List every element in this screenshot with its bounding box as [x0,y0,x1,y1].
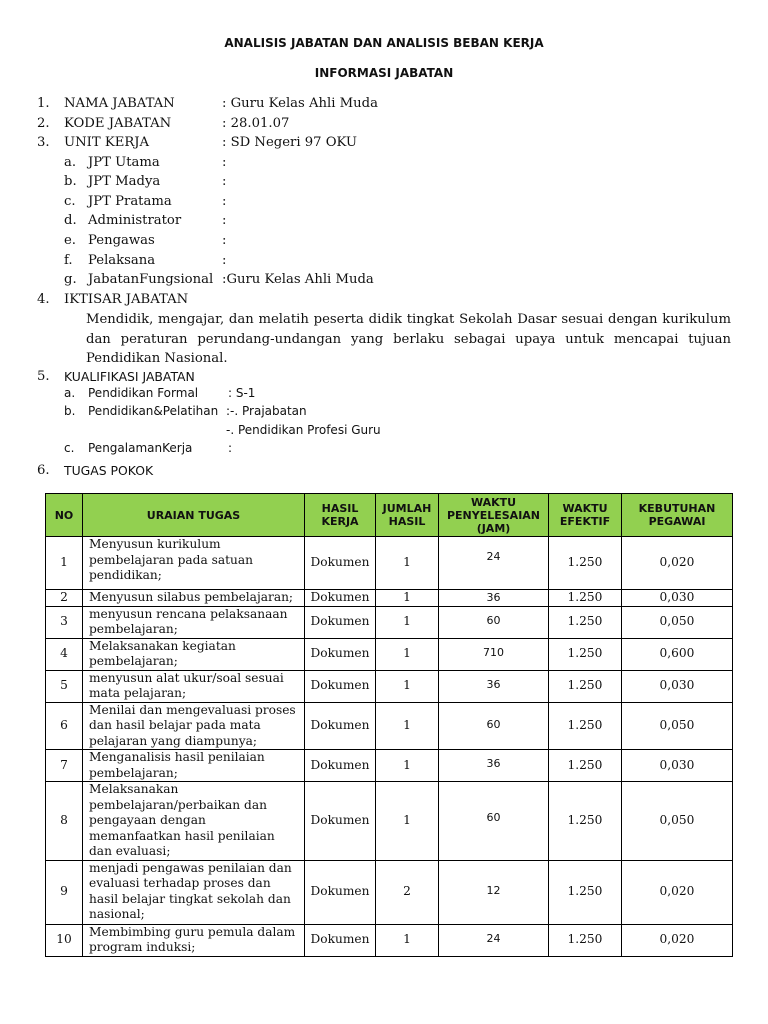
cell-kebutuhan: 0,050 [622,782,733,861]
cell-jumlah: 2 [376,860,439,924]
cell-uraian: Menganalisis hasil penilaian pembelajaran; [83,750,305,782]
cell-kebutuhan: 0,050 [622,702,733,750]
cell-efektif: 1.250 [549,782,622,861]
item-label: NAMA JABATAN [64,96,175,111]
sub-number: a. [64,386,76,400]
sub-label: Administrator [88,213,182,228]
cell-kebutuhan: 0,030 [622,670,733,702]
cell-jumlah: 1 [376,670,439,702]
unit-sub-jabatan-fungsional [0,270,768,290]
item-number: 4. [37,292,50,307]
sub-value: :Guru Kelas Ahli Muda [222,272,374,287]
table-row [46,537,733,590]
cell-hasil: Dokumen [305,638,376,670]
document-subtitle: INFORMASI JABATAN [314,66,454,80]
kualifikasi-pendidikan-formal [0,384,768,402]
table-row [46,750,733,782]
sub-label: PengalamanKerja [88,441,193,455]
cell-jumlah: 1 [376,590,439,607]
cell-uraian: Menyusun kurikulum pembelajaran pada satuan pendidikan; [83,537,305,590]
cell-hasil: Dokumen [305,782,376,861]
item-nama-jabatan [0,94,768,114]
table-row [46,638,733,670]
sub-value: : [222,213,227,228]
cell-jumlah: 1 [376,638,439,670]
header-jumlah: JUMLAH HASIL [376,494,439,537]
sub-value: : [222,253,227,268]
cell-no: 8 [46,782,83,861]
header-waktu-penyelesaian: WAKTU PENYELESAIAN (JAM) [439,494,549,537]
cell-kebutuhan: 0,020 [622,924,733,956]
cell-jumlah: 1 [376,750,439,782]
cell-uraian: Membimbing guru pemula dalam program induksi; [83,924,305,956]
cell-kebutuhan: 0,600 [622,638,733,670]
cell-jumlah: 1 [376,782,439,861]
cell-jumlah: 1 [376,702,439,750]
item-label: UNIT KERJA [64,135,150,150]
cell-jam: 60 [439,606,549,638]
table-row [46,924,733,956]
sub-label: JPT Madya [88,174,161,189]
sub-value: : [222,155,227,170]
cell-no: 5 [46,670,83,702]
sub-label: JPT Utama [88,155,160,170]
cell-jam: 710 [439,638,549,670]
cell-efektif: 1.250 [549,590,622,607]
iktisar-text: Mendidik, mengajar, dan melatih peserta didik tingkat Sekolah Dasar sesuai dengan kurikulum dan peraturan perundang-undangan yang berlaku sebagai upaya untuk mencapai tujuan Pendidikan Nasional. [86,312,731,367]
sub-value: -. Pendidikan Profesi Guru [226,423,381,437]
cell-uraian: Melaksanakan pembelajaran/perbaikan dan pengayaan dengan memanfaatkan hasil penilaian dan evaluasi; [83,782,305,861]
sub-number: a. [64,155,77,170]
cell-jam: 60 [439,702,549,750]
cell-hasil: Dokumen [305,702,376,750]
unit-sub-pelaksana [0,251,768,271]
item-number: 5. [37,369,50,384]
sub-value: : S-1 [228,386,256,400]
sub-number: e. [64,233,76,248]
cell-hasil: Dokumen [305,590,376,607]
cell-efektif: 1.250 [549,860,622,924]
header-hasil: HASIL KERJA [305,494,376,537]
cell-efektif: 1.250 [549,702,622,750]
cell-kebutuhan: 0,050 [622,606,733,638]
cell-hasil: Dokumen [305,750,376,782]
table-row [46,606,733,638]
kualifikasi-pendidikan-pelatihan [0,402,768,420]
table-row [46,670,733,702]
cell-jam: 24 [439,537,549,590]
sub-number: b. [64,174,77,189]
item-value: : SD Negeri 97 OKU [222,135,358,150]
table-header-row [46,494,733,537]
unit-sub-pengawas [0,231,768,251]
cell-jam: 36 [439,670,549,702]
sub-label: Pendidikan Formal [88,386,199,400]
cell-hasil: Dokumen [305,537,376,590]
cell-jumlah: 1 [376,924,439,956]
item-label: IKTISAR JABATAN [64,292,189,307]
cell-efektif: 1.250 [549,924,622,956]
unit-sub-jpt-pratama [0,192,768,212]
cell-jam: 36 [439,750,549,782]
sub-label: Pendidikan&Pelatihan [88,404,219,418]
sub-label: Pelaksana [88,253,156,268]
item-kode-jabatan [0,114,768,134]
cell-jam: 24 [439,924,549,956]
cell-jumlah: 1 [376,537,439,590]
item-label: KUALIFIKASI JABATAN [64,369,195,384]
sub-number: g. [64,272,77,287]
cell-no: 3 [46,606,83,638]
cell-no: 7 [46,750,83,782]
cell-jam: 60 [439,782,549,861]
sub-number: f. [64,253,73,268]
cell-uraian: menjadi pengawas penilaian dan evaluasi terhadap proses dan hasil belajar tingkat sekolah dan nasional; [83,860,305,924]
sub-value: :-. Prajabatan [226,404,307,418]
header-waktu-efektif: WAKTU EFEKTIF [549,494,622,537]
document-title: ANALISIS JABATAN DAN ANALISIS BEBAN KERJA [224,36,544,50]
sub-value: : [228,441,233,455]
cell-uraian: Melaksanakan kegiatan pembelajaran; [83,638,305,670]
item-number: 6. [37,463,50,478]
cell-no: 6 [46,702,83,750]
table-row [46,702,733,750]
sub-label: JPT Pratama [88,194,172,209]
cell-no: 4 [46,638,83,670]
cell-uraian: menyusun alat ukur/soal sesuai mata pelajaran; [83,670,305,702]
cell-kebutuhan: 0,030 [622,750,733,782]
sub-number: b. [64,404,76,418]
cell-no: 1 [46,537,83,590]
item-tugas-pokok [0,461,768,481]
header-no: NO [46,494,83,537]
cell-jam: 36 [439,590,549,607]
item-iktisar-jabatan [0,290,768,310]
sub-value: : [222,233,227,248]
cell-uraian: Menilai dan mengevaluasi proses dan hasil belajar pada mata pelajaran yang diampunya; [83,702,305,750]
kualifikasi-pendidikan-profesi [0,421,768,439]
header-kebutuhan: KEBUTUHAN PEGAWAI [622,494,733,537]
sub-label: Pengawas [88,233,155,248]
cell-efektif: 1.250 [549,750,622,782]
cell-no: 2 [46,590,83,607]
cell-hasil: Dokumen [305,924,376,956]
kualifikasi-pengalaman-kerja [0,439,768,457]
table-row [46,590,733,607]
cell-kebutuhan: 0,020 [622,537,733,590]
unit-sub-administrator [0,211,768,231]
item-unit-kerja [0,133,768,153]
unit-sub-jpt-utama [0,153,768,173]
item-value: : Guru Kelas Ahli Muda [222,96,378,111]
cell-jumlah: 1 [376,606,439,638]
header-uraian: URAIAN TUGAS [83,494,305,537]
cell-jam: 12 [439,860,549,924]
sub-number: c. [64,194,76,209]
item-label: KODE JABATAN [64,116,172,131]
tugas-table [45,493,733,957]
cell-hasil: Dokumen [305,670,376,702]
cell-hasil: Dokumen [305,860,376,924]
cell-kebutuhan: 0,030 [622,590,733,607]
table-row [46,782,733,861]
table-row [46,860,733,924]
cell-efektif: 1.250 [549,670,622,702]
cell-kebutuhan: 0,020 [622,860,733,924]
cell-efektif: 1.250 [549,606,622,638]
sub-number: d. [64,213,77,228]
item-number: 2. [37,116,50,131]
cell-efektif: 1.250 [549,537,622,590]
sub-value: : [222,194,227,209]
item-label: TUGAS POKOK [64,463,154,478]
sub-number: c. [64,441,75,455]
cell-efektif: 1.250 [549,638,622,670]
cell-no: 9 [46,860,83,924]
item-number: 3. [37,135,50,150]
cell-hasil: Dokumen [305,606,376,638]
cell-uraian: Menyusun silabus pembelajaran; [83,590,305,607]
sub-value: : [222,174,227,189]
unit-sub-jpt-madya [0,172,768,192]
cell-no: 10 [46,924,83,956]
sub-label: JabatanFungsional [88,272,214,287]
cell-uraian: menyusun rencana pelaksanaan pembelajaran; [83,606,305,638]
item-value: : 28.01.07 [222,116,290,131]
item-number: 1. [37,96,50,111]
